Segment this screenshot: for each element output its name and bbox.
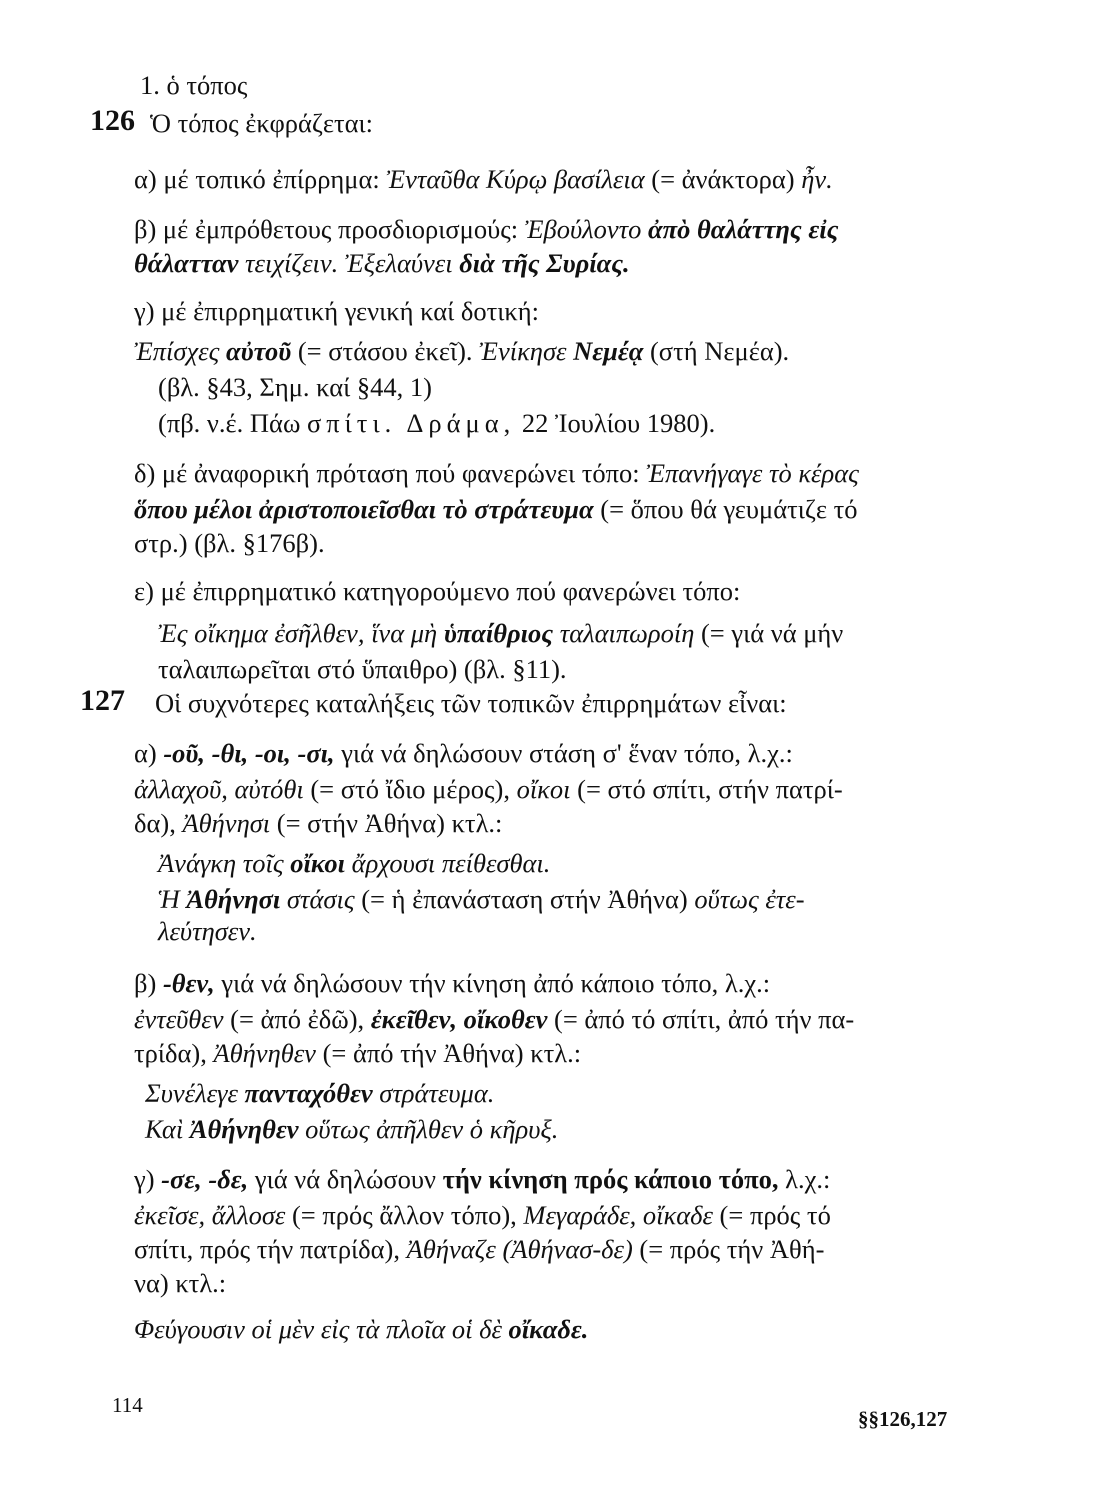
- line-6d: Ἐνίκησε: [479, 336, 567, 366]
- line-6a: Ἐπίσχες: [134, 336, 220, 366]
- line-6e: Νεμέᾳ: [573, 336, 644, 366]
- line-22a: β): [134, 968, 157, 998]
- line-25c: στράτευμα.: [379, 1078, 495, 1108]
- text-line-17: [134, 772, 843, 806]
- paragraph-number-127: [80, 684, 125, 718]
- line-24c: (= ἀπό τήν Ἀθήνα) κτλ.:: [322, 1038, 582, 1068]
- paragraph-number-126: [90, 104, 135, 138]
- line-21: λεύτησεν.: [158, 916, 257, 946]
- line-10a: ὅπου μέλοι ἀριστοποιεῖσθαι τὸ στράτευμα: [134, 494, 594, 524]
- line-5: γ) μέ ἐπιρρηματική γενική καί δοτική:: [134, 296, 539, 326]
- line-3a: β) μέ ἐμπρόθετους προσδιορισμούς:: [134, 214, 519, 244]
- line-2a: α) μέ τοπικό ἐπίρρημα:: [134, 164, 380, 194]
- line-19b: οἴκοι: [290, 848, 346, 878]
- line-19a: Ἀνάγκη τοῖς: [158, 848, 284, 878]
- text-line-21: [158, 914, 257, 948]
- text-line-3: [134, 212, 838, 246]
- text-line-23: [134, 1002, 854, 1036]
- text-line-5: [134, 294, 539, 328]
- line-17d: (= στό σπίτι, στήν πατρί-: [577, 774, 843, 804]
- line-9a: δ) μέ ἀναφορική πρόταση πού φανερώνει τόπο:: [134, 458, 640, 488]
- text-line-11: [134, 526, 325, 560]
- line-4b: τειχίζειν. Ἐξελαύνει: [245, 248, 453, 278]
- line-3c: ἀπὸ θαλάττης εἰς: [648, 214, 839, 244]
- line-20d: (= ἡ ἐπανάσταση στήν Ἀθήνα): [361, 884, 688, 914]
- line-4a: θάλατταν: [134, 248, 239, 278]
- text-line-4: [134, 246, 630, 280]
- line-2d: ἦν.: [801, 164, 833, 194]
- page-number: [112, 1392, 143, 1418]
- text-line-26: [145, 1112, 558, 1146]
- line-14: ταλαιπωρεῖται στό ὕπαιθρο) (βλ. §11).: [158, 654, 567, 684]
- line-27e: λ.χ.:: [785, 1164, 831, 1194]
- line-24a: τρίδα),: [134, 1038, 207, 1068]
- line-2c: (= ἀνάκτορα): [651, 164, 795, 194]
- line-29a: σπίτι, πρός τήν πατρίδα),: [134, 1234, 400, 1264]
- line-20c: στάσις: [286, 884, 355, 914]
- text-line-7: [158, 370, 432, 404]
- line-16a: α): [134, 738, 157, 768]
- text-line-20: [158, 882, 805, 916]
- line-18b: Ἀθήνησι: [182, 808, 271, 838]
- text-line-19: [158, 846, 550, 880]
- line-16b: -οῦ, -θι, -οι, -σι,: [163, 738, 335, 768]
- line-11: στρ.) (βλ. §176β).: [134, 528, 325, 558]
- line-24b: Ἀθήνηθεν: [213, 1038, 316, 1068]
- line-26b: Ἀθήνηθεν: [189, 1114, 299, 1144]
- line-27a: γ): [134, 1164, 155, 1194]
- line-23a: ἐντεῦθεν: [134, 1004, 224, 1034]
- line-29c: (= πρός τήν Ἀθή-: [639, 1234, 825, 1264]
- line-17b: (= στό ἴδιο μέρος),: [310, 774, 510, 804]
- text-line-16: [134, 736, 793, 770]
- line-12: ε) μέ ἐπιρρηματικό κατηγορούμενο πού φανερώνει τόπο:: [134, 576, 741, 606]
- text-line-13: [158, 616, 843, 650]
- line-2b: Ἐνταῦθα Κύρῳ βασίλεια: [386, 164, 645, 194]
- line-27c: γιά νά δηλώσουν: [254, 1164, 437, 1194]
- text-line-14: [158, 652, 567, 686]
- section-reference-text: §§126,127: [858, 1407, 948, 1431]
- line-7: (βλ. §43, Σημ. καί §44, 1): [158, 372, 432, 402]
- heading-text: 1. ὁ τόπος: [140, 70, 248, 100]
- line-28c: Μεγαράδε, οἴκαδε: [523, 1200, 713, 1230]
- line-9b: Ἐπανήγαγε τὸ κέρας: [646, 458, 859, 488]
- text-line-29: [134, 1232, 824, 1266]
- page-number-text: 114: [112, 1393, 143, 1417]
- line-27d: τήν κίνηση πρός κάποιο τόπο,: [442, 1164, 779, 1194]
- line-25b: πανταχόθεν: [244, 1078, 373, 1108]
- line-13b: ὑπαίθριος: [443, 618, 554, 648]
- line-31b: οἴκαδε.: [508, 1314, 589, 1344]
- line-28d: (= πρός τό: [719, 1200, 831, 1230]
- text-line-15: [155, 686, 787, 720]
- line-18c: (= στήν Ἀθήνα) κτλ.:: [276, 808, 503, 838]
- text-line-1: [150, 106, 373, 140]
- line-17c: οἴκοι: [516, 774, 571, 804]
- line-6b: αὐτοῦ: [225, 336, 292, 366]
- line-17a: ἀλλαχοῦ, αὐτόθι: [134, 774, 304, 804]
- line-6c: (= στάσου ἐκεῖ).: [297, 336, 473, 366]
- line-26c: οὕτως ἀπῆλθεν ὁ κῆρυξ.: [305, 1114, 559, 1144]
- line-26a: Καὶ: [145, 1114, 184, 1144]
- line-18a: δα),: [134, 808, 176, 838]
- line-23d: (= ἀπό τό σπίτι, ἀπό τήν πα-: [554, 1004, 855, 1034]
- text-line-27: [134, 1162, 830, 1196]
- text-line-2: [134, 162, 833, 196]
- line-8a: (πβ. ν.έ. Πάω: [158, 408, 301, 438]
- line-13c: ταλαιπωροίη: [559, 618, 695, 648]
- paragraph-number-127-text: 127: [80, 684, 125, 717]
- line-8b: σπίτι. Δράμα,: [307, 408, 516, 438]
- line-20a: Ἡ: [158, 884, 180, 914]
- line-22c: γιά νά δηλώσουν τήν κίνηση ἀπό κάποιο τόπο, λ.χ.:: [221, 968, 771, 998]
- line-10b: (= ὅπου θά γευμάτιζε τό: [600, 494, 858, 524]
- text-line-18: [134, 806, 502, 840]
- line-23c: ἐκεῖθεν, οἴκοθεν: [370, 1004, 548, 1034]
- line-3b: Ἐβούλοντο: [524, 214, 642, 244]
- line-25a: Συνέλεγε: [145, 1078, 238, 1108]
- text-line-28: [134, 1198, 831, 1232]
- text-line-31: [134, 1312, 588, 1346]
- line-1: Ὁ τόπος ἐκφράζεται:: [150, 108, 374, 138]
- line-28b: (= πρός ἄλλον τόπο),: [291, 1200, 517, 1230]
- line-8c: 22 Ἰουλίου 1980).: [521, 408, 716, 438]
- line-13a: Ἐς οἴκημα ἐσῆλθεν, ἵνα μὴ: [158, 618, 438, 648]
- line-4c: διὰ τῆς Συρίας.: [459, 248, 630, 278]
- line-16c: γιά νά δηλώσουν στάση σ' ἕναν τόπο, λ.χ.:: [341, 738, 793, 768]
- line-31a: Φεύγουσιν οἱ μὲν εἰς τὰ πλοῖα οἱ δὲ: [134, 1314, 502, 1344]
- line-15: Οἱ συχνότερες καταλήξεις τῶν τοπικῶν ἐπιρρημάτων εἶναι:: [155, 688, 787, 718]
- line-20b: Ἀθήνησι: [186, 884, 281, 914]
- paragraph-number-126-text: 126: [90, 104, 135, 137]
- line-23b: (= ἀπό ἐδῶ),: [230, 1004, 365, 1034]
- line-6f: (στή Νεμέα).: [649, 336, 790, 366]
- text-line-9: [134, 456, 859, 490]
- line-22b: -θεν,: [162, 968, 215, 998]
- text-line-24: [134, 1036, 581, 1070]
- line-20e: οὕτως ἐτε-: [694, 884, 805, 914]
- line-19c: ἄρχουσι πείθεσθαι.: [351, 848, 551, 878]
- text-line-22: [134, 966, 770, 1000]
- line-30: να) κτλ.:: [134, 1268, 227, 1298]
- line-27b: -σε, -δε,: [161, 1164, 249, 1194]
- section-heading: [140, 68, 247, 102]
- section-reference: [858, 1406, 947, 1432]
- line-13d: (= γιά νά μήν: [700, 618, 844, 648]
- text-line-30: [134, 1266, 226, 1300]
- line-29b: Ἀθήναζε (Ἀθήνασ-δε): [406, 1234, 633, 1264]
- text-line-8: [158, 406, 715, 440]
- text-line-25: [145, 1076, 494, 1110]
- text-line-6: [134, 334, 789, 368]
- text-line-12: [134, 574, 740, 608]
- text-line-10: [134, 492, 858, 526]
- line-28a: ἐκεῖσε, ἄλλοσε: [134, 1200, 286, 1230]
